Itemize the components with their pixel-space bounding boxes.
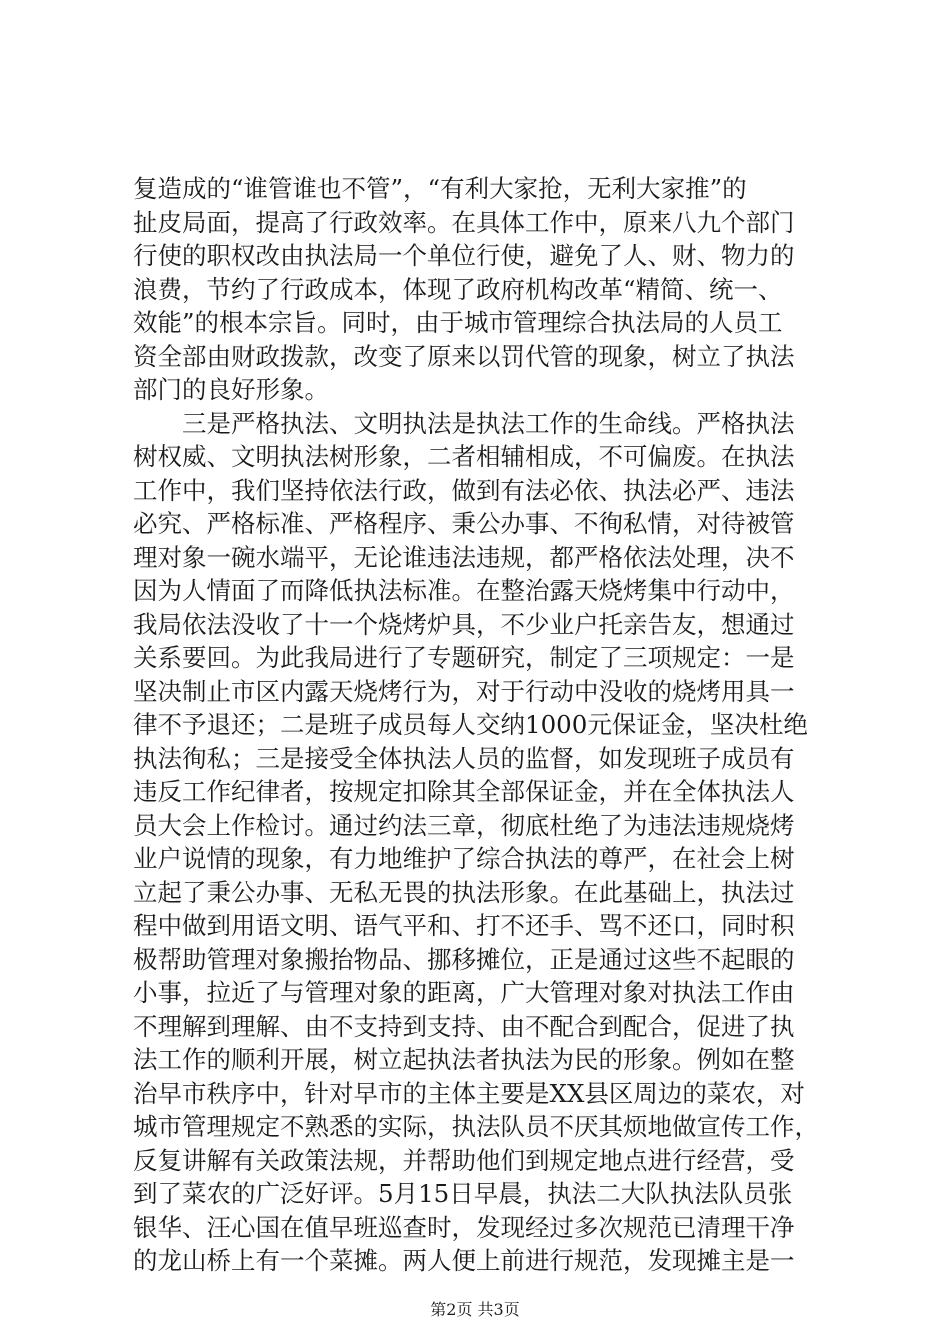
text-line: 程中做到用语文明、语气平和、打不还手、骂不还口，同时积 (133, 911, 795, 940)
text-line: 行使的职权改由执法局一个单位行使，避免了人、财、物力的 (133, 241, 795, 270)
text-line: 违反工作纪律者，按规定扣除其全部保证金，并在全体执法人 (133, 777, 795, 806)
text-line: 因为人情面了而降低执法标准。在整治露天烧烤集中行动中， (133, 576, 795, 605)
text-line: 部门的良好形象。 (133, 375, 329, 404)
text-line: 必究、严格标准、严格程序、秉公办事、不徇私情，对待被管 (133, 509, 795, 538)
text-line: 执法徇私；三是接受全体执法人员的监督，如发现班子成员有 (133, 743, 795, 773)
text-line: 治早市秩序中，针对早市的主体主要是XX县区周边的菜农，对 (133, 1078, 805, 1108)
text-line: 业户说情的现象，有力地维护了综合执法的尊严，在社会上树 (133, 844, 795, 873)
text-line: 三是严格执法、文明执法是执法工作的生命线。严格执法 (133, 408, 795, 438)
text-line: 浪费，节约了行政成本，体现了政府机构改革“精简、统一、 (133, 274, 783, 304)
text-line: 理对象一碗水端平，无论谁违法违规，都严格依法处理，决不 (133, 542, 795, 572)
text-line: 城市管理规定不熟悉的实际，执法队员不厌其烦地做宣传工作， (133, 1112, 819, 1141)
text-line: 树权威、文明执法树形象，二者相辅相成，不可偏废。在执法 (133, 442, 795, 471)
text-line: 关系要回。为此我局进行了专题研究，制定了三项规定：一是 (133, 643, 795, 672)
text-line: 小事，拉近了与管理对象的距离，广大管理对象对执法工作由 (133, 978, 795, 1007)
text-line: 银华、汪心国在值早班巡查时，发现经过多次规范已清理干净 (133, 1212, 795, 1242)
body-text (133, 172, 833, 1278)
text-line: 效能”的根本宗旨。同时，由于城市管理综合执法局的人员工 (133, 308, 783, 337)
text-line: 的龙山桥上有一个菜摊。两人便上前进行规范，发现摊主是一 (133, 1246, 795, 1275)
page-number-footer: 第2页 共3页 (430, 1300, 520, 1319)
text-line: 复造成的“谁管谁也不管”，“有利大家抢，无利大家推”的 (133, 174, 747, 203)
text-line: 扯皮局面，提高了行政效率。在具体工作中，原来八九个部门 (133, 207, 795, 237)
text-line: 到了菜农的广泛好评。5月15日早晨，执法二大队执法队员张 (133, 1179, 793, 1208)
text-line: 我局依法没收了十一个烧烤炉具，不少业户托亲告友，想通过 (133, 609, 795, 639)
text-line: 工作中，我们坚持依法行政，做到有法必依、执法必严、违法 (133, 475, 795, 505)
text-line: 律不予退还；二是班子成员每人交纳1000元保证金，坚决杜绝 (133, 710, 808, 739)
text-line: 立起了秉公办事、无私无畏的执法形象。在此基础上，执法过 (133, 877, 795, 907)
text-line: 不理解到理解、由不支持到支持、由不配合到配合，促进了执 (133, 1011, 795, 1041)
text-line: 法工作的顺利开展，树立起执法者执法为民的形象。例如在整 (133, 1045, 795, 1074)
text-line: 极帮助管理对象搬抬物品、挪移摊位，正是通过这些不起眼的 (133, 944, 795, 974)
text-line: 坚决制止市区内露天烧烤行为，对于行动中没收的烧烤用具一 (133, 676, 795, 706)
text-line: 资全部由财政拨款，改变了原来以罚代管的现象，树立了执法 (133, 341, 795, 371)
text-line: 员大会上作检讨。通过约法三章，彻底杜绝了为违法违规烧烤 (133, 810, 795, 840)
text-line: 反复讲解有关政策法规，并帮助他们到规定地点进行经营，受 (133, 1145, 795, 1175)
